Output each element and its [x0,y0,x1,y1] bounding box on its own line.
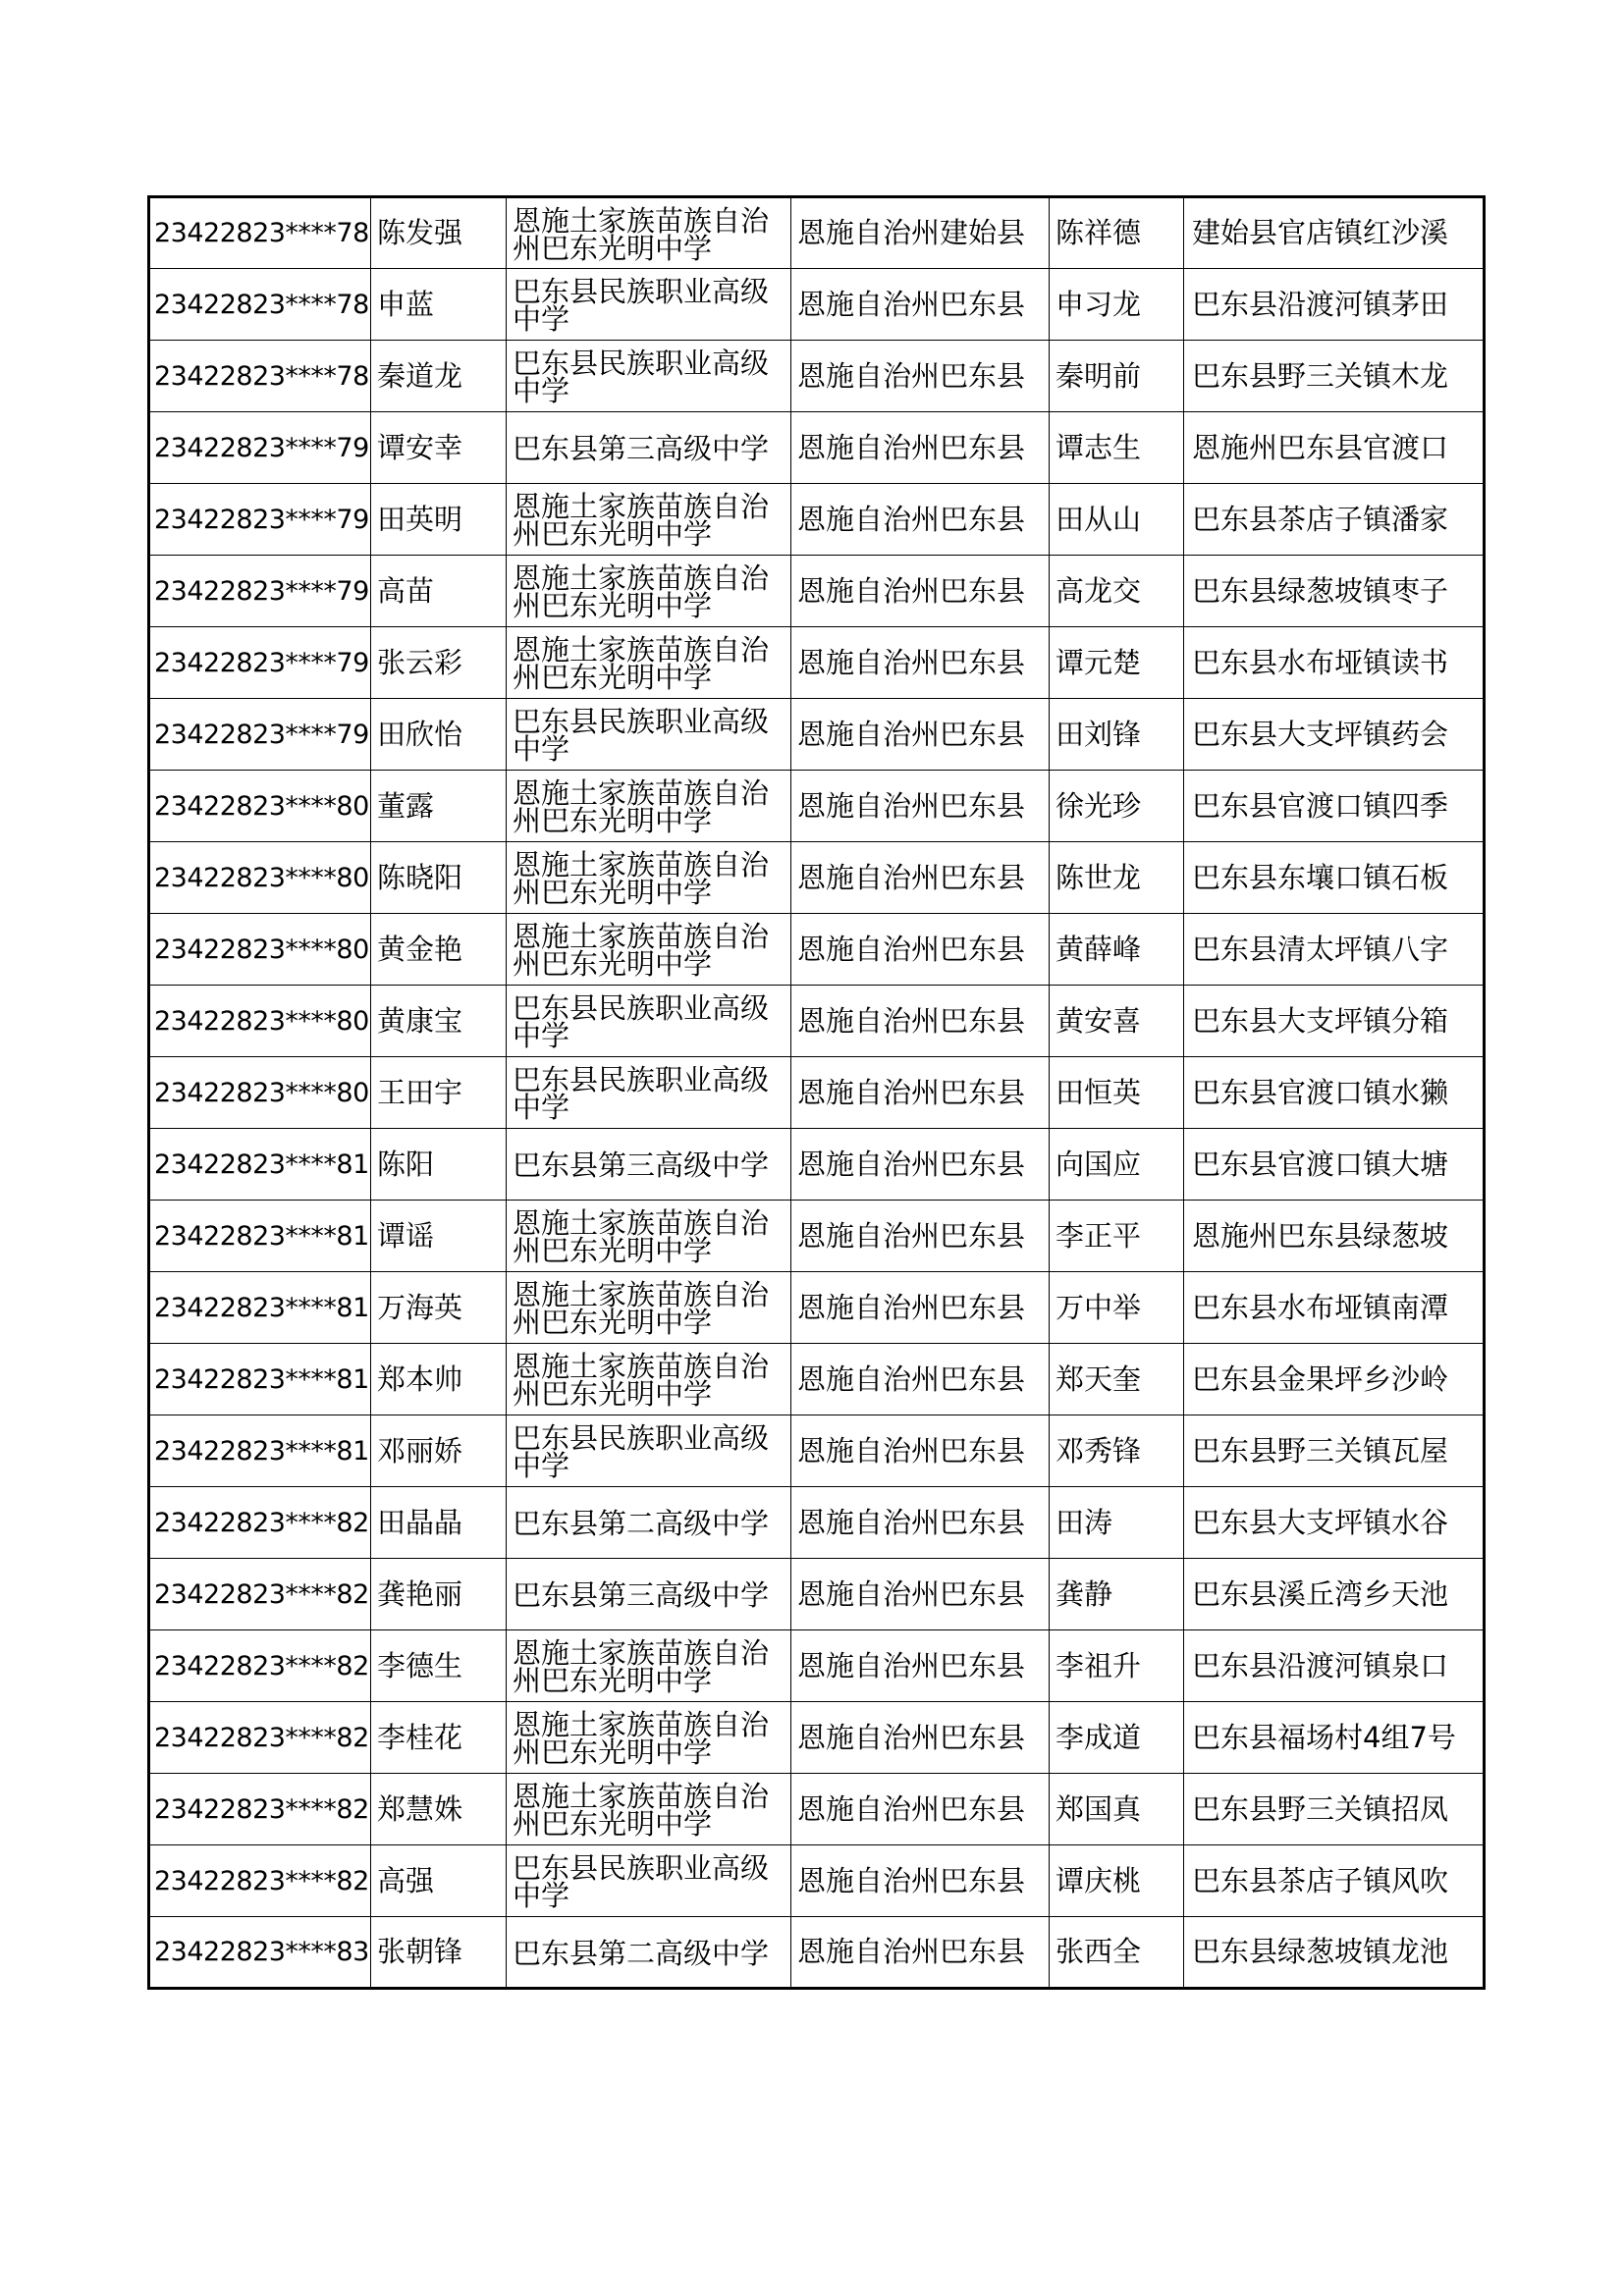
address-cell: 巴东县茶店子镇潘家 [1184,484,1485,556]
address-cell: 巴东县金果坪乡沙岭 [1184,1344,1485,1415]
student-name-cell: 田英明 [371,484,507,556]
id-cell: 23422823****78 [149,341,371,412]
table-row [149,914,1485,986]
region-cell: 恩施自治州巴东县 [791,1845,1050,1917]
table-row [149,1845,1485,1917]
id-cell: 23422823****82 [149,1702,371,1774]
table-row [149,1415,1485,1487]
school-cell: 巴东县第三高级中学 [507,1559,791,1630]
id-cell: 23422823****78 [149,269,371,341]
guardian-name-cell: 田从山 [1050,484,1184,556]
table-row [149,986,1485,1057]
id-cell: 23422823****81 [149,1129,371,1201]
student-name-cell: 郑慧姝 [371,1774,507,1845]
address-cell: 巴东县大支坪镇水谷 [1184,1487,1485,1559]
table-row [149,627,1485,699]
student-name-cell: 高强 [371,1845,507,1917]
guardian-name-cell: 张西全 [1050,1917,1184,1989]
id-cell: 23422823****80 [149,771,371,842]
school-cell: 巴东县第三高级中学 [507,1129,791,1201]
region-cell: 恩施自治州巴东县 [791,1702,1050,1774]
guardian-name-cell: 谭庆桃 [1050,1845,1184,1917]
region-cell: 恩施自治州巴东县 [791,771,1050,842]
address-cell: 恩施州巴东县绿葱坡 [1184,1201,1485,1272]
table-row [149,1487,1485,1559]
id-cell: 23422823****82 [149,1487,371,1559]
id-cell: 23422823****81 [149,1272,371,1344]
id-cell: 23422823****81 [149,1415,371,1487]
address-cell: 巴东县东壤口镇石板 [1184,842,1485,914]
student-name-cell: 万海英 [371,1272,507,1344]
region-cell: 恩施自治州巴东县 [791,269,1050,341]
student-name-cell: 李桂花 [371,1702,507,1774]
school-cell: 恩施土家族苗族自治州巴东光明中学 [507,197,791,269]
id-cell: 23422823****80 [149,986,371,1057]
address-cell: 巴东县沿渡河镇茅田 [1184,269,1485,341]
school-cell: 恩施土家族苗族自治州巴东光明中学 [507,1344,791,1415]
roster-table-body [149,197,1485,1989]
student-name-cell: 张云彩 [371,627,507,699]
id-cell: 23422823****80 [149,914,371,986]
table-row [149,1272,1485,1344]
id-cell: 23422823****79 [149,556,371,627]
table-row [149,1344,1485,1415]
table-row [149,1630,1485,1702]
guardian-name-cell: 李正平 [1050,1201,1184,1272]
id-cell: 23422823****79 [149,627,371,699]
table-row [149,699,1485,771]
table-row [149,1201,1485,1272]
region-cell: 恩施自治州巴东县 [791,1272,1050,1344]
region-cell: 恩施自治州建始县 [791,197,1050,269]
address-cell: 巴东县清太坪镇八字 [1184,914,1485,986]
address-cell: 巴东县水布垭镇读书 [1184,627,1485,699]
table-row [149,1057,1485,1129]
student-name-cell: 龚艳丽 [371,1559,507,1630]
guardian-name-cell: 陈世龙 [1050,842,1184,914]
address-cell: 巴东县野三关镇瓦屋 [1184,1415,1485,1487]
region-cell: 恩施自治州巴东县 [791,986,1050,1057]
student-name-cell: 高苗 [371,556,507,627]
region-cell: 恩施自治州巴东县 [791,556,1050,627]
guardian-name-cell: 田刘锋 [1050,699,1184,771]
school-cell: 巴东县第二高级中学 [507,1487,791,1559]
region-cell: 恩施自治州巴东县 [791,1201,1050,1272]
school-cell: 巴东县民族职业高级中学 [507,1057,791,1129]
region-cell: 恩施自治州巴东县 [791,1129,1050,1201]
id-cell: 23422823****82 [149,1845,371,1917]
id-cell: 23422823****79 [149,699,371,771]
guardian-name-cell: 郑国真 [1050,1774,1184,1845]
id-cell: 23422823****83 [149,1917,371,1989]
guardian-name-cell: 向国应 [1050,1129,1184,1201]
table-row [149,842,1485,914]
address-cell: 巴东县绿葱坡镇枣子 [1184,556,1485,627]
guardian-name-cell: 李祖升 [1050,1630,1184,1702]
id-cell: 23422823****82 [149,1630,371,1702]
id-cell: 23422823****82 [149,1559,371,1630]
table-row [149,1702,1485,1774]
guardian-name-cell: 龚静 [1050,1559,1184,1630]
table-row [149,412,1485,484]
guardian-name-cell: 陈祥德 [1050,197,1184,269]
student-name-cell: 陈发强 [371,197,507,269]
school-cell: 恩施土家族苗族自治州巴东光明中学 [507,1774,791,1845]
table-row [149,484,1485,556]
guardian-name-cell: 田涛 [1050,1487,1184,1559]
student-name-cell: 陈晓阳 [371,842,507,914]
student-name-cell: 李德生 [371,1630,507,1702]
school-cell: 恩施土家族苗族自治州巴东光明中学 [507,914,791,986]
school-cell: 恩施土家族苗族自治州巴东光明中学 [507,842,791,914]
region-cell: 恩施自治州巴东县 [791,914,1050,986]
student-name-cell: 邓丽娇 [371,1415,507,1487]
region-cell: 恩施自治州巴东县 [791,341,1050,412]
student-name-cell: 田晶晶 [371,1487,507,1559]
address-cell: 巴东县大支坪镇药会 [1184,699,1485,771]
id-cell: 23422823****79 [149,412,371,484]
address-cell: 巴东县官渡口镇四季 [1184,771,1485,842]
table-row [149,1917,1485,1989]
table-row [149,556,1485,627]
region-cell: 恩施自治州巴东县 [791,1415,1050,1487]
student-name-cell: 谭谣 [371,1201,507,1272]
table-row [149,197,1485,269]
school-cell: 恩施土家族苗族自治州巴东光明中学 [507,484,791,556]
address-cell: 巴东县大支坪镇分箱 [1184,986,1485,1057]
address-cell: 巴东县野三关镇木龙 [1184,341,1485,412]
school-cell: 恩施土家族苗族自治州巴东光明中学 [507,1272,791,1344]
guardian-name-cell: 邓秀锋 [1050,1415,1184,1487]
address-cell: 建始县官店镇红沙溪 [1184,197,1485,269]
table-row [149,1774,1485,1845]
region-cell: 恩施自治州巴东县 [791,1630,1050,1702]
student-name-cell: 张朝锋 [371,1917,507,1989]
address-cell: 巴东县野三关镇招凤 [1184,1774,1485,1845]
id-cell: 23422823****81 [149,1201,371,1272]
address-cell: 巴东县沿渡河镇泉口 [1184,1630,1485,1702]
region-cell: 恩施自治州巴东县 [791,1344,1050,1415]
school-cell: 巴东县第三高级中学 [507,412,791,484]
address-cell: 巴东县官渡口镇水獭 [1184,1057,1485,1129]
guardian-name-cell: 高龙交 [1050,556,1184,627]
region-cell: 恩施自治州巴东县 [791,1774,1050,1845]
student-name-cell: 董露 [371,771,507,842]
roster-table [147,195,1486,1990]
student-name-cell: 田欣怡 [371,699,507,771]
guardian-name-cell: 徐光珍 [1050,771,1184,842]
student-name-cell: 秦道龙 [371,341,507,412]
table-row [149,269,1485,341]
school-cell: 巴东县民族职业高级中学 [507,699,791,771]
address-cell: 巴东县福场村4组7号 [1184,1702,1485,1774]
region-cell: 恩施自治州巴东县 [791,1487,1050,1559]
guardian-name-cell: 谭志生 [1050,412,1184,484]
guardian-name-cell: 田恒英 [1050,1057,1184,1129]
id-cell: 23422823****78 [149,197,371,269]
address-cell: 巴东县水布垭镇南潭 [1184,1272,1485,1344]
school-cell: 巴东县民族职业高级中学 [507,1415,791,1487]
id-cell: 23422823****79 [149,484,371,556]
guardian-name-cell: 黄安喜 [1050,986,1184,1057]
id-cell: 23422823****81 [149,1344,371,1415]
region-cell: 恩施自治州巴东县 [791,842,1050,914]
school-cell: 巴东县第二高级中学 [507,1917,791,1989]
guardian-name-cell: 万中举 [1050,1272,1184,1344]
school-cell: 恩施土家族苗族自治州巴东光明中学 [507,1201,791,1272]
table-row [149,1559,1485,1630]
student-name-cell: 郑本帅 [371,1344,507,1415]
id-cell: 23422823****80 [149,842,371,914]
address-cell: 巴东县官渡口镇大塘 [1184,1129,1485,1201]
school-cell: 巴东县民族职业高级中学 [507,1845,791,1917]
guardian-name-cell: 李成道 [1050,1702,1184,1774]
student-name-cell: 陈阳 [371,1129,507,1201]
region-cell: 恩施自治州巴东县 [791,1057,1050,1129]
region-cell: 恩施自治州巴东县 [791,1917,1050,1989]
school-cell: 巴东县民族职业高级中学 [507,341,791,412]
address-cell: 巴东县溪丘湾乡天池 [1184,1559,1485,1630]
guardian-name-cell: 黄薛峰 [1050,914,1184,986]
student-name-cell: 申蓝 [371,269,507,341]
school-cell: 恩施土家族苗族自治州巴东光明中学 [507,1702,791,1774]
guardian-name-cell: 申习龙 [1050,269,1184,341]
id-cell: 23422823****80 [149,1057,371,1129]
student-name-cell: 黄金艳 [371,914,507,986]
address-cell: 巴东县绿葱坡镇龙池 [1184,1917,1485,1989]
student-name-cell: 王田宇 [371,1057,507,1129]
region-cell: 恩施自治州巴东县 [791,1559,1050,1630]
guardian-name-cell: 郑天奎 [1050,1344,1184,1415]
school-cell: 恩施土家族苗族自治州巴东光明中学 [507,771,791,842]
region-cell: 恩施自治州巴东县 [791,627,1050,699]
school-cell: 巴东县民族职业高级中学 [507,986,791,1057]
guardian-name-cell: 谭元楚 [1050,627,1184,699]
guardian-name-cell: 秦明前 [1050,341,1184,412]
region-cell: 恩施自治州巴东县 [791,699,1050,771]
school-cell: 恩施土家族苗族自治州巴东光明中学 [507,556,791,627]
region-cell: 恩施自治州巴东县 [791,484,1050,556]
school-cell: 巴东县民族职业高级中学 [507,269,791,341]
table-row [149,1129,1485,1201]
table-row [149,771,1485,842]
address-cell: 巴东县茶店子镇风吹 [1184,1845,1485,1917]
student-name-cell: 黄康宝 [371,986,507,1057]
school-cell: 恩施土家族苗族自治州巴东光明中学 [507,1630,791,1702]
address-cell: 恩施州巴东县官渡口 [1184,412,1485,484]
region-cell: 恩施自治州巴东县 [791,412,1050,484]
table-row [149,341,1485,412]
student-name-cell: 谭安幸 [371,412,507,484]
id-cell: 23422823****82 [149,1774,371,1845]
school-cell: 恩施土家族苗族自治州巴东光明中学 [507,627,791,699]
